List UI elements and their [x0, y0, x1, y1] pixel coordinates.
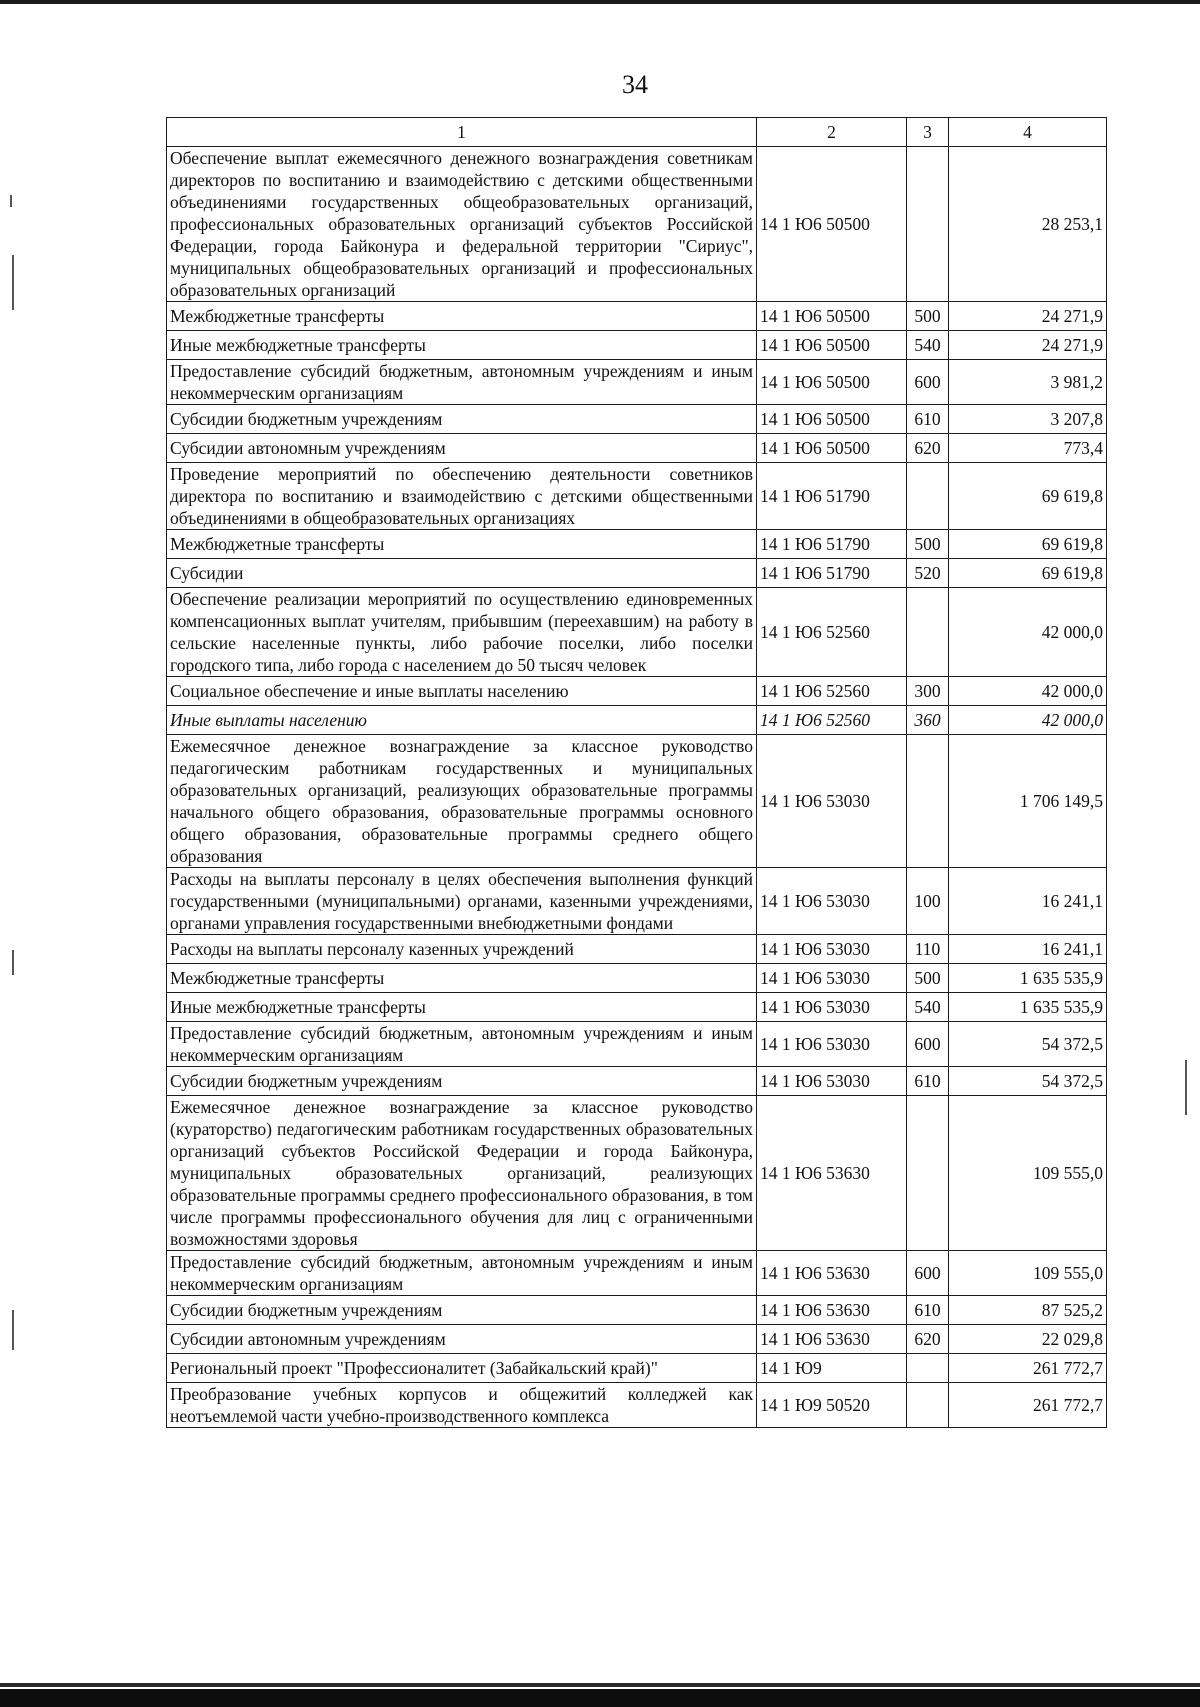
row-expense-type — [907, 1383, 949, 1428]
row-amount: 1 706 149,5 — [949, 735, 1107, 868]
scan-margin-mark — [10, 195, 12, 207]
scan-margin-mark — [1185, 1060, 1187, 1115]
row-description: Иные межбюджетные трансферты — [167, 993, 757, 1022]
table-row — [167, 559, 1107, 588]
table-row — [167, 735, 1107, 868]
table-row — [167, 1096, 1107, 1251]
row-target-code: 14 1 Ю6 50500 — [757, 360, 907, 405]
row-expense-type — [907, 735, 949, 868]
row-amount: 261 772,7 — [949, 1354, 1107, 1383]
row-expense-type — [907, 1354, 949, 1383]
page-number: 34 — [622, 70, 648, 99]
row-description: Иные выплаты населению — [167, 706, 757, 735]
row-expense-type: 540 — [907, 993, 949, 1022]
table-row — [167, 434, 1107, 463]
row-amount: 69 619,8 — [949, 530, 1107, 559]
row-target-code: 14 1 Ю6 51790 — [757, 530, 907, 559]
row-description: Субсидии бюджетным учреждениям — [167, 1067, 757, 1096]
row-description: Обеспечение реализации мероприятий по осуществлению единовременных компенсационных выплат учителям, прибывшим (переехавшим) на работу в сельские населенные пункты, либо рабочие поселки, либо поселки городского типа, либо города с населением до 50 тысяч человек — [167, 588, 757, 677]
row-target-code: 14 1 Ю6 53630 — [757, 1251, 907, 1296]
row-description: Расходы на выплаты персоналу в целях обеспечения выполнения функций государственными (муниципальными) органами, казенными учреждениями, органами управления государственными внебюджетными фондами — [167, 868, 757, 935]
row-target-code: 14 1 Ю6 50500 — [757, 331, 907, 360]
scan-edge-bottom — [0, 1689, 1200, 1707]
scan-margin-mark — [12, 255, 14, 310]
row-expense-type: 520 — [907, 559, 949, 588]
row-expense-type: 610 — [907, 405, 949, 434]
scan-margin-mark — [12, 1310, 14, 1350]
budget-table — [166, 117, 1107, 1428]
row-expense-type: 300 — [907, 677, 949, 706]
row-expense-type: 540 — [907, 331, 949, 360]
row-expense-type: 620 — [907, 1325, 949, 1354]
row-amount: 3 981,2 — [949, 360, 1107, 405]
row-expense-type: 360 — [907, 706, 949, 735]
row-expense-type — [907, 463, 949, 530]
table-row — [167, 1383, 1107, 1428]
table-row — [167, 302, 1107, 331]
row-amount: 261 772,7 — [949, 1383, 1107, 1428]
table-row — [167, 405, 1107, 434]
table-row — [167, 147, 1107, 302]
row-description: Межбюджетные трансферты — [167, 530, 757, 559]
table-row — [167, 868, 1107, 935]
row-target-code: 14 1 Ю6 50500 — [757, 302, 907, 331]
row-amount: 1 635 535,9 — [949, 993, 1107, 1022]
table-body — [167, 147, 1107, 1428]
row-amount: 773,4 — [949, 434, 1107, 463]
row-description: Преобразование учебных корпусов и общежитий колледжей как неотъемлемой части учебно-производственного комплекса — [167, 1383, 757, 1428]
row-target-code: 14 1 Ю6 53030 — [757, 935, 907, 964]
row-target-code: 14 1 Ю6 53030 — [757, 868, 907, 935]
scan-edge-top — [0, 0, 1200, 4]
row-description: Предоставление субсидий бюджетным, автономным учреждениям и иным некоммерческим организациям — [167, 1251, 757, 1296]
table-row — [167, 964, 1107, 993]
row-amount: 69 619,8 — [949, 463, 1107, 530]
row-expense-type: 610 — [907, 1296, 949, 1325]
row-description: Региональный проект "Профессионалитет (Забайкальский край)" — [167, 1354, 757, 1383]
row-description: Субсидии — [167, 559, 757, 588]
row-target-code: 14 1 Ю9 — [757, 1354, 907, 1383]
row-expense-type: 110 — [907, 935, 949, 964]
table-row — [167, 360, 1107, 405]
row-amount: 87 525,2 — [949, 1296, 1107, 1325]
row-target-code: 14 1 Ю6 53630 — [757, 1325, 907, 1354]
row-amount: 24 271,9 — [949, 302, 1107, 331]
row-amount: 1 635 535,9 — [949, 964, 1107, 993]
row-amount: 28 253,1 — [949, 147, 1107, 302]
row-target-code: 14 1 Ю6 51790 — [757, 559, 907, 588]
table-row — [167, 331, 1107, 360]
row-amount: 22 029,8 — [949, 1325, 1107, 1354]
row-expense-type: 500 — [907, 302, 949, 331]
table-row — [167, 1067, 1107, 1096]
row-expense-type — [907, 588, 949, 677]
table-row — [167, 1251, 1107, 1296]
row-expense-type — [907, 147, 949, 302]
row-description: Иные межбюджетные трансферты — [167, 331, 757, 360]
row-description: Ежемесячное денежное вознаграждение за классное руководство (кураторство) педагогическим работникам государственных образовательных организаций субъектов Российской Федерации и города Байконура, муниципальных образовательных организаций, реализующих образовательные программы среднего профессионального образования, в том числе программы профессионального обучения для лиц с ограниченными возможностями здоровья — [167, 1096, 757, 1251]
row-amount: 42 000,0 — [949, 706, 1107, 735]
row-target-code: 14 1 Ю6 50500 — [757, 405, 907, 434]
row-amount: 3 207,8 — [949, 405, 1107, 434]
row-description: Социальное обеспечение и иные выплаты населению — [167, 677, 757, 706]
row-amount: 16 241,1 — [949, 935, 1107, 964]
table-row — [167, 1296, 1107, 1325]
row-expense-type: 100 — [907, 868, 949, 935]
table-row — [167, 993, 1107, 1022]
row-expense-type: 600 — [907, 360, 949, 405]
row-target-code: 14 1 Ю6 50500 — [757, 147, 907, 302]
table-header-row — [167, 118, 1107, 147]
row-description: Межбюджетные трансферты — [167, 302, 757, 331]
row-target-code: 14 1 Ю9 50520 — [757, 1383, 907, 1428]
row-target-code: 14 1 Ю6 53030 — [757, 993, 907, 1022]
row-amount: 109 555,0 — [949, 1251, 1107, 1296]
row-target-code: 14 1 Ю6 52560 — [757, 677, 907, 706]
row-target-code: 14 1 Ю6 52560 — [757, 706, 907, 735]
row-target-code: 14 1 Ю6 53630 — [757, 1096, 907, 1251]
row-description: Предоставление субсидий бюджетным, автономным учреждениям и иным некоммерческим организациям — [167, 360, 757, 405]
row-expense-type — [907, 1096, 949, 1251]
table-row — [167, 706, 1107, 735]
scan-margin-mark — [12, 950, 14, 975]
row-description: Субсидии бюджетным учреждениям — [167, 1296, 757, 1325]
row-amount: 42 000,0 — [949, 677, 1107, 706]
row-amount: 69 619,8 — [949, 559, 1107, 588]
row-description: Предоставление субсидий бюджетным, автономным учреждениям и иным некоммерческим организациям — [167, 1022, 757, 1067]
row-amount: 42 000,0 — [949, 588, 1107, 677]
row-amount: 24 271,9 — [949, 331, 1107, 360]
row-expense-type: 610 — [907, 1067, 949, 1096]
row-description: Обеспечение выплат ежемесячного денежного вознаграждения советникам директоров по воспитанию и взаимодействию с детскими общественными объединениями государственных общеобразовательных организаций, профессиональных образовательных организаций субъектов Российской Федерации, города Байконура и федеральной территории "Сириус", муниципальных общеобразовательных организаций и профессиональных образовательных организаций — [167, 147, 757, 302]
row-target-code: 14 1 Ю6 51790 — [757, 463, 907, 530]
table-row — [167, 588, 1107, 677]
row-target-code: 14 1 Ю6 53030 — [757, 735, 907, 868]
row-description: Ежемесячное денежное вознаграждение за классное руководство педагогическим работникам государственных и муниципальных образовательных организаций, реализующих образовательные программы начального общего образования, образовательные программы основного общего образования, образовательные программы среднего общего образования — [167, 735, 757, 868]
row-description: Субсидии автономным учреждениям — [167, 434, 757, 463]
row-target-code: 14 1 Ю6 53030 — [757, 964, 907, 993]
table-row — [167, 463, 1107, 530]
row-amount: 109 555,0 — [949, 1096, 1107, 1251]
table-row — [167, 530, 1107, 559]
row-expense-type: 620 — [907, 434, 949, 463]
column-header: 3 — [907, 118, 949, 147]
table-row — [167, 935, 1107, 964]
row-description: Субсидии автономным учреждениям — [167, 1325, 757, 1354]
row-description: Проведение мероприятий по обеспечению деятельности советников директора по воспитанию и взаимодействию с детскими общественными объединениями в общеобразовательных организациях — [167, 463, 757, 530]
row-expense-type: 600 — [907, 1251, 949, 1296]
row-expense-type: 500 — [907, 964, 949, 993]
table-row — [167, 677, 1107, 706]
row-target-code: 14 1 Ю6 53630 — [757, 1296, 907, 1325]
table-row — [167, 1354, 1107, 1383]
row-amount: 54 372,5 — [949, 1067, 1107, 1096]
row-target-code: 14 1 Ю6 53030 — [757, 1067, 907, 1096]
row-amount: 16 241,1 — [949, 868, 1107, 935]
column-header: 1 — [167, 118, 757, 147]
row-expense-type: 600 — [907, 1022, 949, 1067]
table-row — [167, 1325, 1107, 1354]
row-amount: 54 372,5 — [949, 1022, 1107, 1067]
row-target-code: 14 1 Ю6 52560 — [757, 588, 907, 677]
row-target-code: 14 1 Ю6 53030 — [757, 1022, 907, 1067]
row-description: Расходы на выплаты персоналу казенных учреждений — [167, 935, 757, 964]
table-row — [167, 1022, 1107, 1067]
row-description: Субсидии бюджетным учреждениям — [167, 405, 757, 434]
row-target-code: 14 1 Ю6 50500 — [757, 434, 907, 463]
row-expense-type: 500 — [907, 530, 949, 559]
column-header: 2 — [757, 118, 907, 147]
column-header: 4 — [949, 118, 1107, 147]
row-description: Межбюджетные трансферты — [167, 964, 757, 993]
